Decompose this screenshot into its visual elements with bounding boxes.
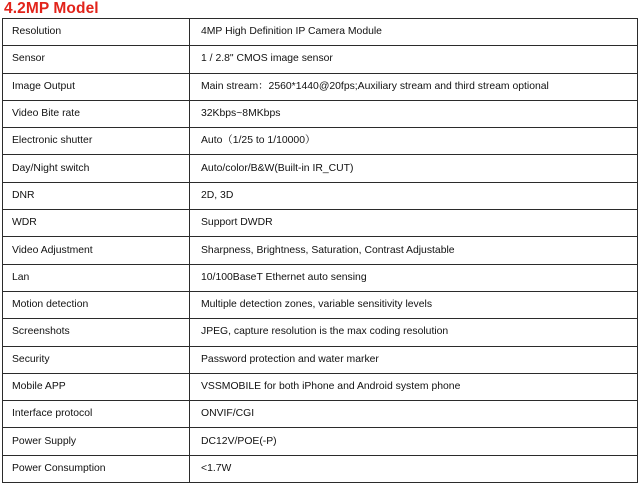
table-row [3, 73, 638, 100]
table-row [3, 373, 638, 400]
table-row [3, 237, 638, 264]
table-row [3, 428, 638, 455]
table-row [3, 100, 638, 127]
spec-label: Sensor [3, 46, 190, 73]
spec-table [2, 18, 638, 483]
spec-label: Power Supply [3, 428, 190, 455]
spec-label: Day/Night switch [3, 155, 190, 182]
model-title: 4.2MP Model [4, 0, 99, 17]
table-row [3, 319, 638, 346]
spec-value: Sharpness, Brightness, Saturation, Contrast Adjustable [190, 237, 638, 264]
table-row [3, 210, 638, 237]
spec-label: Mobile APP [3, 373, 190, 400]
spec-value: 32Kbps~8MKbps [190, 100, 638, 127]
spec-value: Main stream：2560*1440@20fps;Auxiliary stream and third stream optional [190, 73, 638, 100]
spec-value: Auto/color/B&W(Built-in IR_CUT) [190, 155, 638, 182]
spec-label: Resolution [3, 19, 190, 46]
table-row [3, 291, 638, 318]
spec-value: 1 / 2.8" CMOS image sensor [190, 46, 638, 73]
spec-value: Auto（1/25 to 1/10000） [190, 128, 638, 155]
spec-value: ONVIF/CGI [190, 401, 638, 428]
table-row [3, 19, 638, 46]
spec-label: Video Adjustment [3, 237, 190, 264]
table-row [3, 155, 638, 182]
table-row [3, 46, 638, 73]
table-row [3, 455, 638, 482]
spec-label: Lan [3, 264, 190, 291]
spec-label: Motion detection [3, 291, 190, 318]
spec-value: Multiple detection zones, variable sensitivity levels [190, 291, 638, 318]
spec-value: <1.7W [190, 455, 638, 482]
spec-value: JPEG, capture resolution is the max coding resolution [190, 319, 638, 346]
spec-label: Power Consumption [3, 455, 190, 482]
spec-label: Security [3, 346, 190, 373]
spec-value: 4MP High Definition IP Camera Module [190, 19, 638, 46]
table-row [3, 182, 638, 209]
spec-value: DC12V/POE(-P) [190, 428, 638, 455]
table-row [3, 264, 638, 291]
spec-label: Image Output [3, 73, 190, 100]
spec-label: WDR [3, 210, 190, 237]
spec-label: Screenshots [3, 319, 190, 346]
spec-value: 2D, 3D [190, 182, 638, 209]
spec-value: VSSMOBILE for both iPhone and Android system phone [190, 373, 638, 400]
spec-label: Interface protocol [3, 401, 190, 428]
spec-value: Password protection and water marker [190, 346, 638, 373]
table-row [3, 128, 638, 155]
spec-label: Video Bite rate [3, 100, 190, 127]
spec-value: Support DWDR [190, 210, 638, 237]
spec-value: 10/100BaseT Ethernet auto sensing [190, 264, 638, 291]
table-row [3, 401, 638, 428]
spec-label: DNR [3, 182, 190, 209]
spec-label: Electronic shutter [3, 128, 190, 155]
table-row [3, 346, 638, 373]
